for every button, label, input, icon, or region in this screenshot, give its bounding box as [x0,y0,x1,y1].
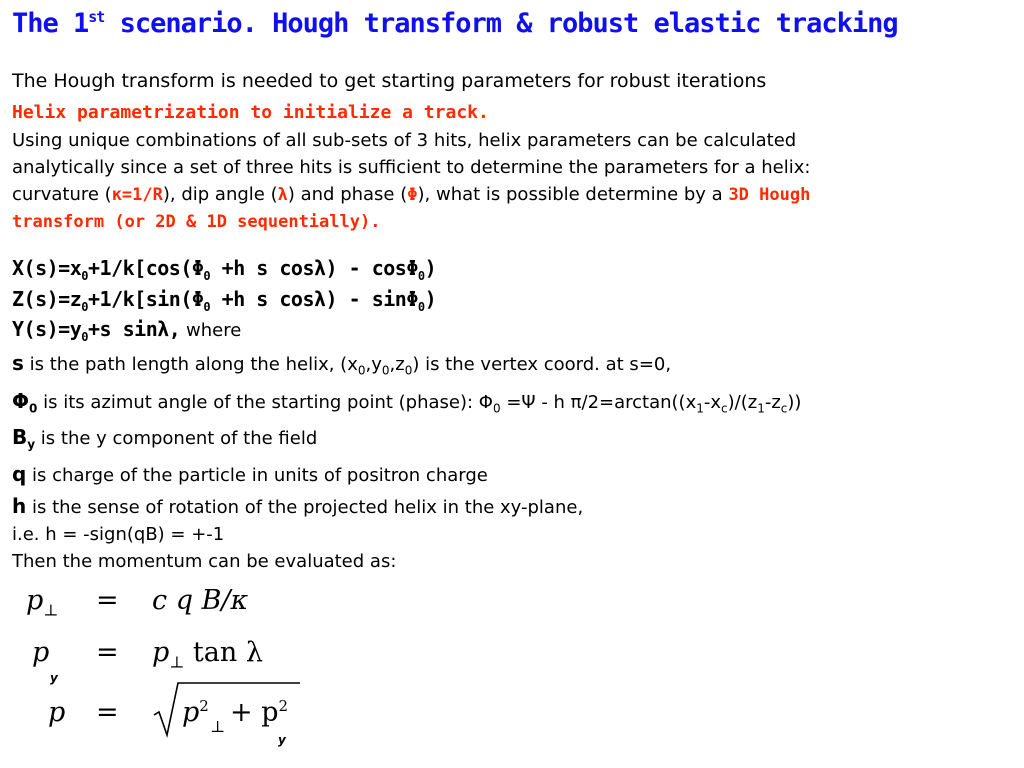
momentum-formulas: $p_\perp$ = c q B/κ p y = $p_\perp$ tan λ p = $p^2$ ⊥ + $p^2$ y [22,585,322,755]
phi-highlight: Φ [407,185,418,205]
def-ie: i.e. h = -sign(qB) = +-1 [12,524,225,545]
def-b: $B_y$ is the y component of the field [12,425,318,452]
lambda-highlight: λ [277,185,288,205]
hough3d-highlight: 3D Hough [728,185,811,205]
equation-x: $X(s)=x_0+1/k[\cos(\Phi_0 +h$ s cosλ) - cosΦ$_0$) [12,256,437,283]
def-s: s is the path length along the helix, $(x_0,y_0,z_0)$ is the vertex coord. at s=0, [12,351,672,378]
kappa-highlight: κ=1/R [111,185,163,205]
def-q: q is charge of the particle in units of positron charge [12,462,488,486]
def-phi: $\Phi_0$ is its azimut angle of the starting point (phase): $\Phi_0 =\Psi - h$ $\pi/2=\arctan((x_1-x_c)/(z_1-z_c))$ [12,389,802,416]
para-line-2: analytically since a set of three hits is sufficient to determine the parameters for a helix: [12,157,811,178]
red-heading: Helix parametrization to initialize a track. [12,102,489,123]
intro-text: The Hough transform is needed to get starting parameters for robust iterations [12,70,767,92]
equation-y: $Y(s)=y_0+s$ sinλ, where [12,317,242,344]
title-superscript: st [88,8,105,26]
title-text-rest: scenario. Hough transform & robust elastic tracking [104,8,898,39]
title-text: The 1 [12,8,89,39]
para-line-1: Using unique combinations of all sub-sets of 3 hits, helix parameters can be calculated [12,130,797,151]
equation-z: $Z(s)=z_0+1/k[\sin(\Phi_0 +h$ s cosλ) - sinΦ$_0$) [12,287,437,314]
para-line-3: curvature (κ=1/R), dip angle (λ) and phase (Φ), what is possible determine by a 3D Hough [12,184,811,205]
def-h: h is the sense of rotation of the projected helix in the xy-plane, [12,494,584,518]
then-text: Then the momentum can be evaluated as: [12,551,397,572]
slide-title [12,8,1017,39]
para-line-4: transform (or 2D & 1D sequentially). [12,212,381,232]
formula-p-total: p = $p^2$ ⊥ + $p^2$ y [22,693,322,753]
